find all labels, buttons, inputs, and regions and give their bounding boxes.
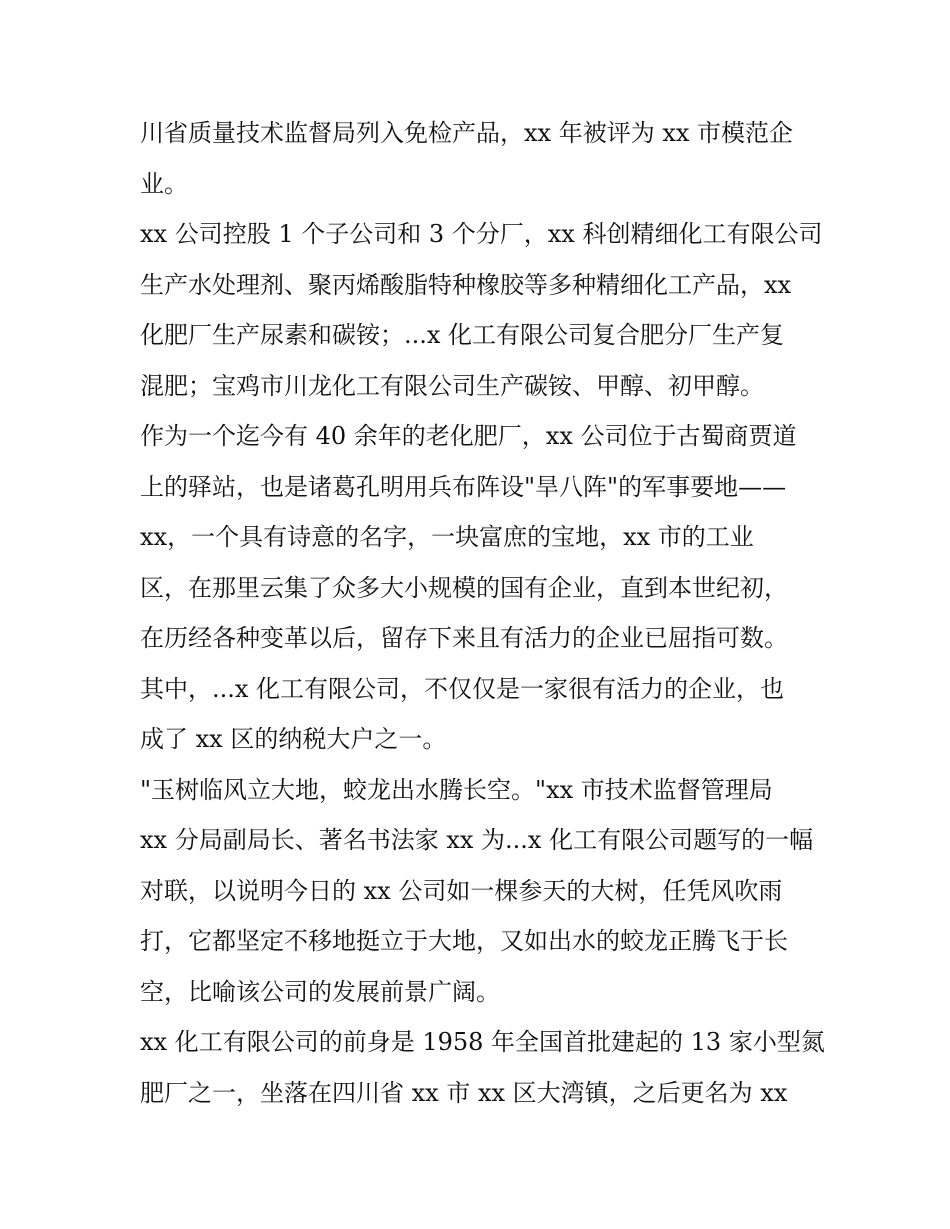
text-line: 上的驿站，也是诸葛孔明用兵布阵设"旱八阵"的军事要地—— [140,472,787,501]
text-line: 肥厂之一，坐落在四川省 xx 市 xx 区大湾镇，之后更名为 xx [140,1078,788,1107]
text-line: xx 公司控股 1 个子公司和 3 个分厂，xx 科创精细化工有限公司 [140,220,823,248]
body-text [140,108,825,1118]
text-line: 在历经各种变革以后，留存下来且有活力的企业已屈指可数。 [140,624,788,652]
text-line: 生产水处理剂、聚丙烯酸脂特种橡胶等多种精细化工产品，xx [140,270,792,299]
text-line: 化肥厂生产尿素和碳铵；...x 化工有限公司复合肥分厂生产复 [140,321,785,349]
text-line: 川省质量技术监督局列入免检产品，xx 年被评为 xx 市模范企 [140,119,794,147]
text-line: 混肥；宝鸡市川龙化工有限公司生产碳铵、甲醇、初甲醇。 [140,371,764,400]
text-line: 成了 xx 区的纳税大户之一。 [140,725,447,753]
text-line: 业。 [140,169,188,198]
text-line: 区，在那里云集了众多大小规模的国有企业，直到本世纪初， [140,573,788,602]
text-line: 空，比喻该公司的发展前景广阔。 [140,977,500,1006]
text-line: 打，它都坚定不移地挺立于大地，又如出水的蛟龙正腾飞于长 [140,927,788,955]
text-line: "玉树临风立大地，蛟龙出水腾长空。"xx 市技术监督管理局 [140,775,773,804]
text-line: xx，一个具有诗意的名字，一块富庶的宝地，xx 市的工业 [140,523,754,551]
text-line: 作为一个迄今有 40 余年的老化肥厂，xx 公司位于古蜀商贾道 [140,422,797,450]
text-line: xx 分局副局长、著名书法家 xx 为...x 化工有限公司题写的一幅 [140,826,814,854]
text-line: 其中，...x 化工有限公司，不仅仅是一家很有活力的企业，也 [140,674,785,703]
text-line: 对联，以说明今日的 xx 公司如一棵参天的大树，任凭风吹雨 [140,876,783,905]
text-line: xx 化工有限公司的前身是 1958 年全国首批建起的 13 家小型氮 [140,1028,825,1056]
